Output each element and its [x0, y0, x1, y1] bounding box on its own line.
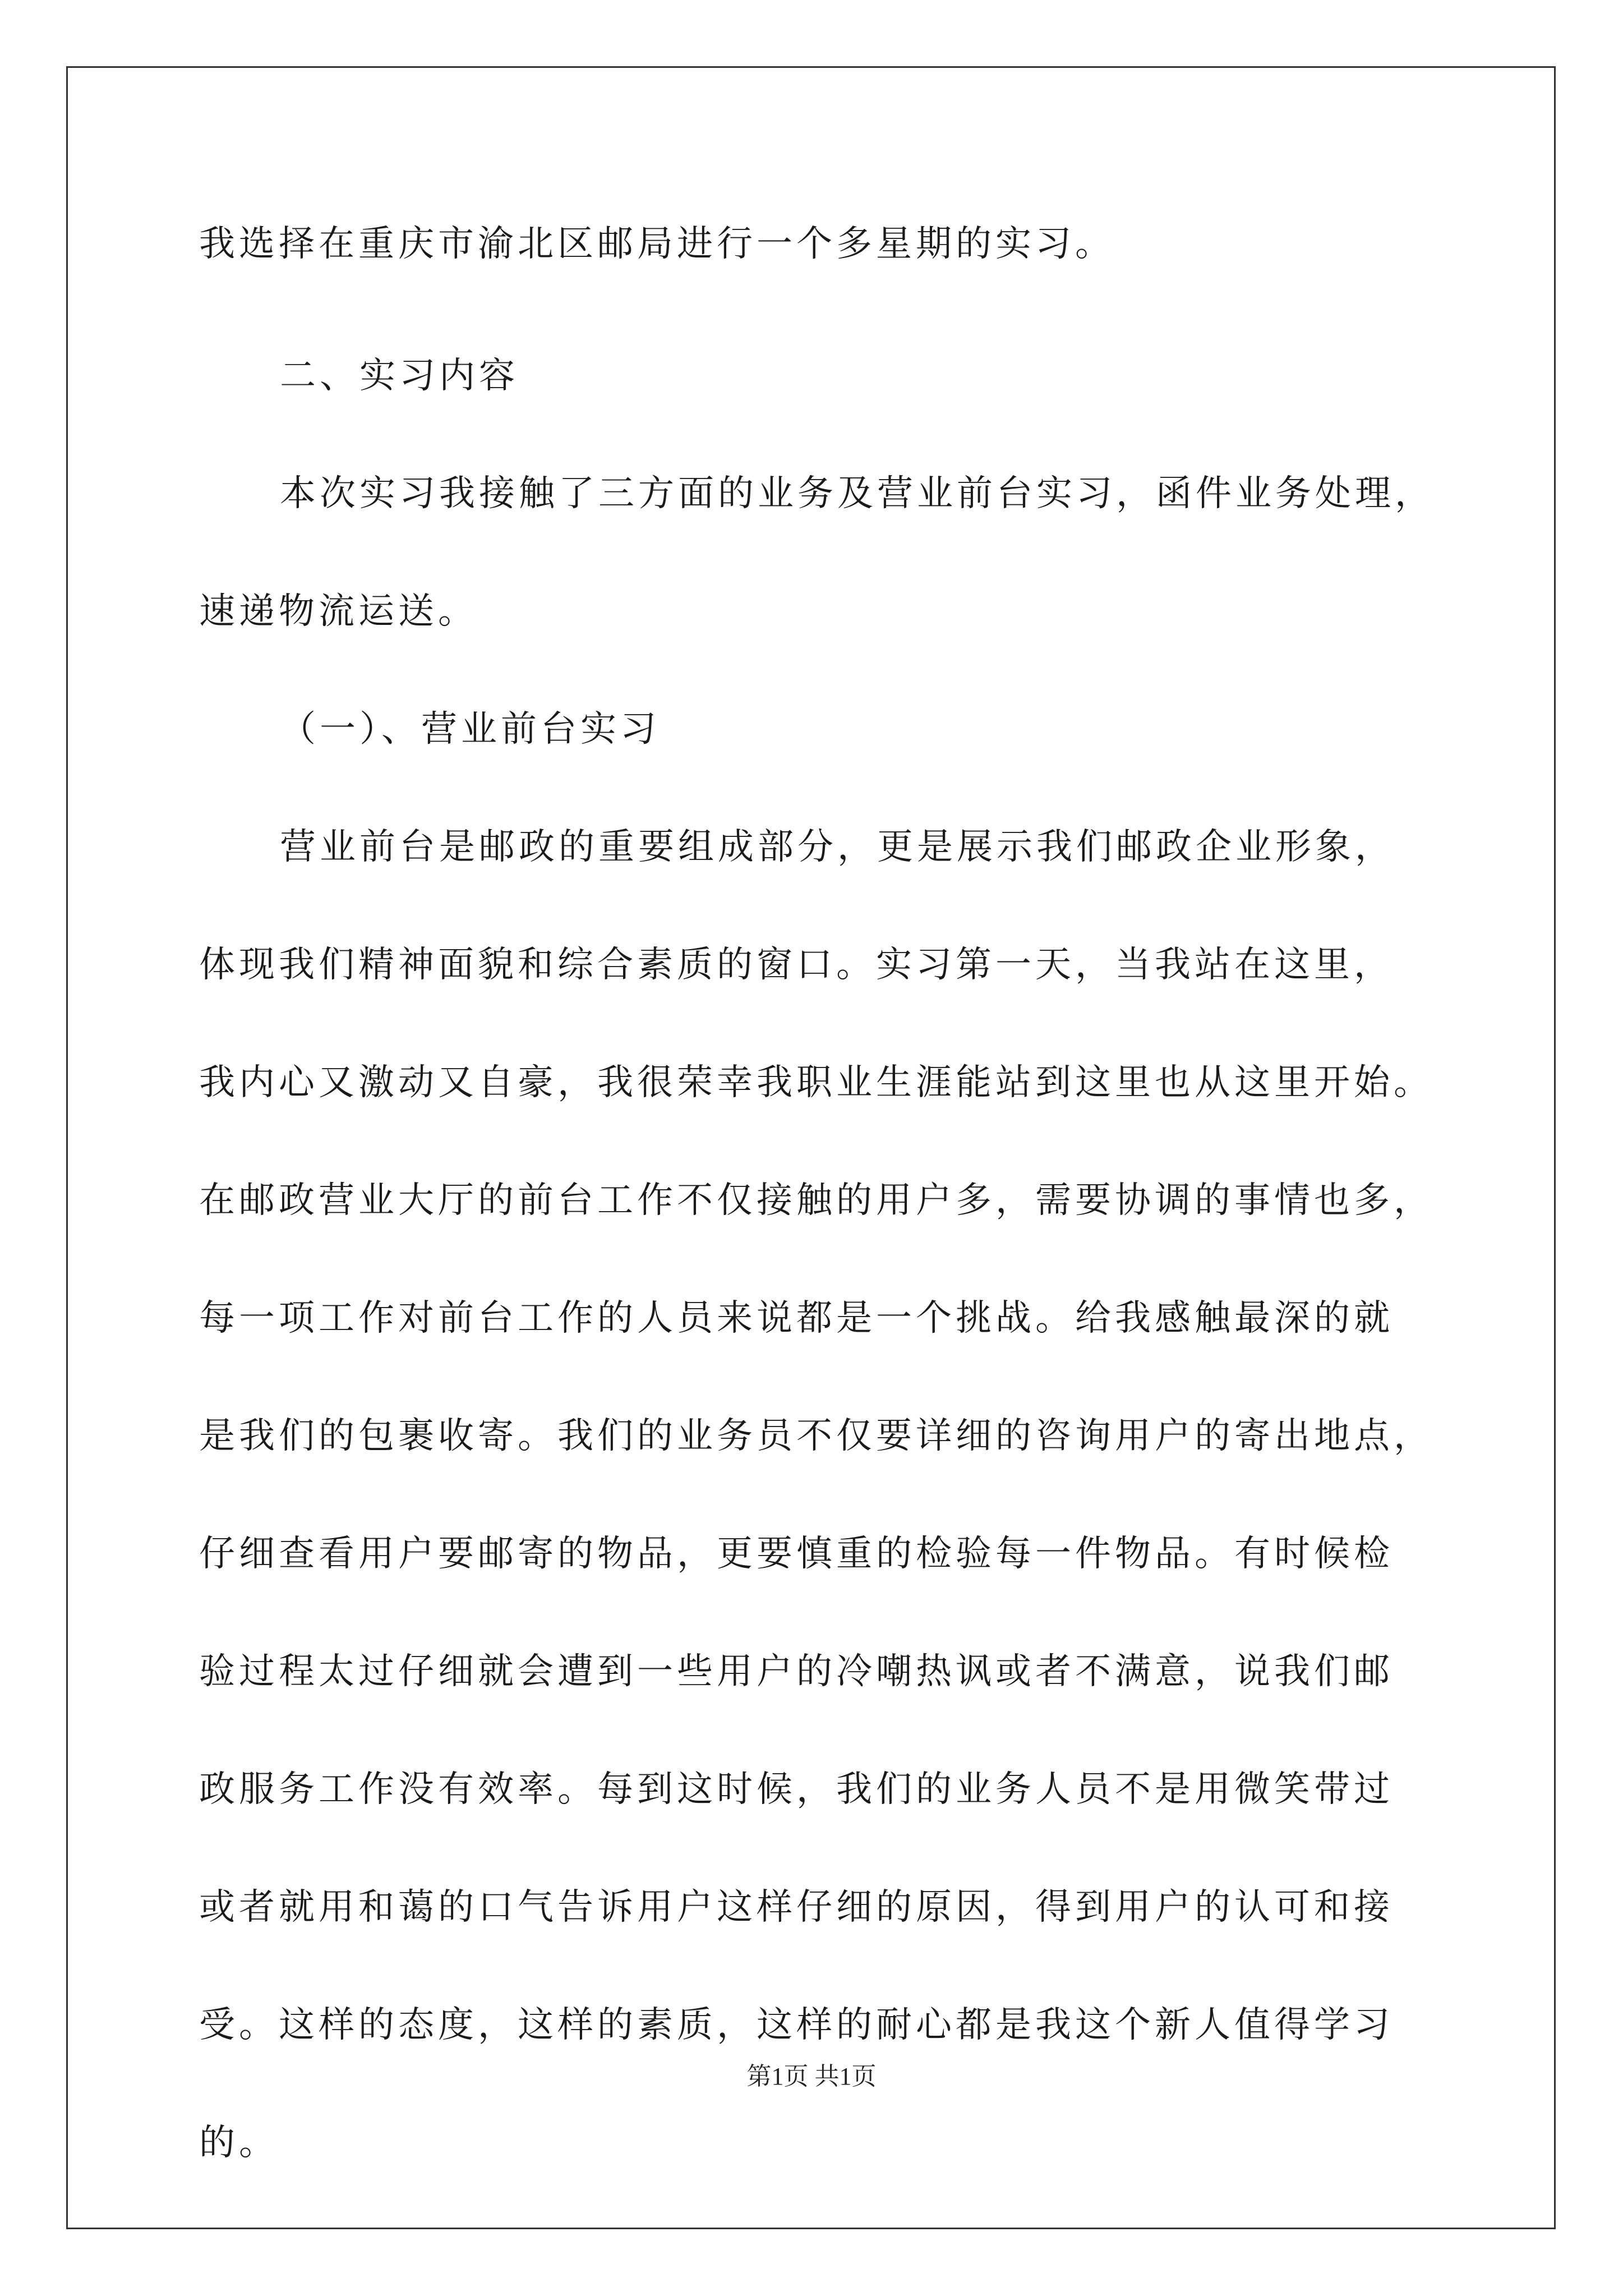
text-line: 在邮政营业大厅的前台工作不仅接触的用户多，需要协调的事情也多，	[199, 1180, 1433, 1221]
section-heading: 二、实习内容	[280, 355, 519, 397]
text-line: 的。	[199, 2122, 279, 2164]
text-line: 验过程太过仔细就会遭到一些用户的冷嘲热讽或者不满意，说我们邮	[199, 1651, 1394, 1692]
text-line: 体现我们精神面貌和综合素质的窗口。实习第一天，当我站在这里，	[199, 944, 1394, 986]
subsection-heading: （一）、营业前台实习	[280, 708, 660, 750]
text-line: 我选择在重庆市渝北区邮局进行一个多星期的实习。	[199, 223, 1115, 265]
text-line: 或者就用和蔼的口气告诉用户这样仔细的原因，得到用户的认可和接	[199, 1887, 1394, 1928]
text-line: 速递物流运送。	[199, 591, 478, 632]
text-line: 政服务工作没有效率。每到这时候，我们的业务人员不是用微笑带过	[199, 1769, 1394, 1810]
text-line: 受。这样的态度，这样的素质，这样的耐心都是我这个新人值得学习	[199, 2004, 1394, 2046]
page-footer: 第1页 共1页	[746, 2063, 877, 2090]
text-line: 每一项工作对前台工作的人员来说都是一个挑战。给我感触最深的就	[199, 1297, 1394, 1339]
text-line: 我内心又激动又自豪，我很荣幸我职业生涯能站到这里也从这里开始。	[199, 1062, 1433, 1103]
text-line: 本次实习我接触了三方面的业务及营业前台实习，函件业务处理，	[280, 473, 1435, 514]
text-line: 仔细查看用户要邮寄的物品，更要慎重的检验每一件物品。有时候检	[199, 1533, 1394, 1575]
text-line: 营业前台是邮政的重要组成部分，更是展示我们邮政企业形象，	[280, 826, 1395, 868]
text-line: 是我们的包裹收寄。我们的业务员不仅要详细的咨询用户的寄出地点，	[199, 1415, 1433, 1457]
